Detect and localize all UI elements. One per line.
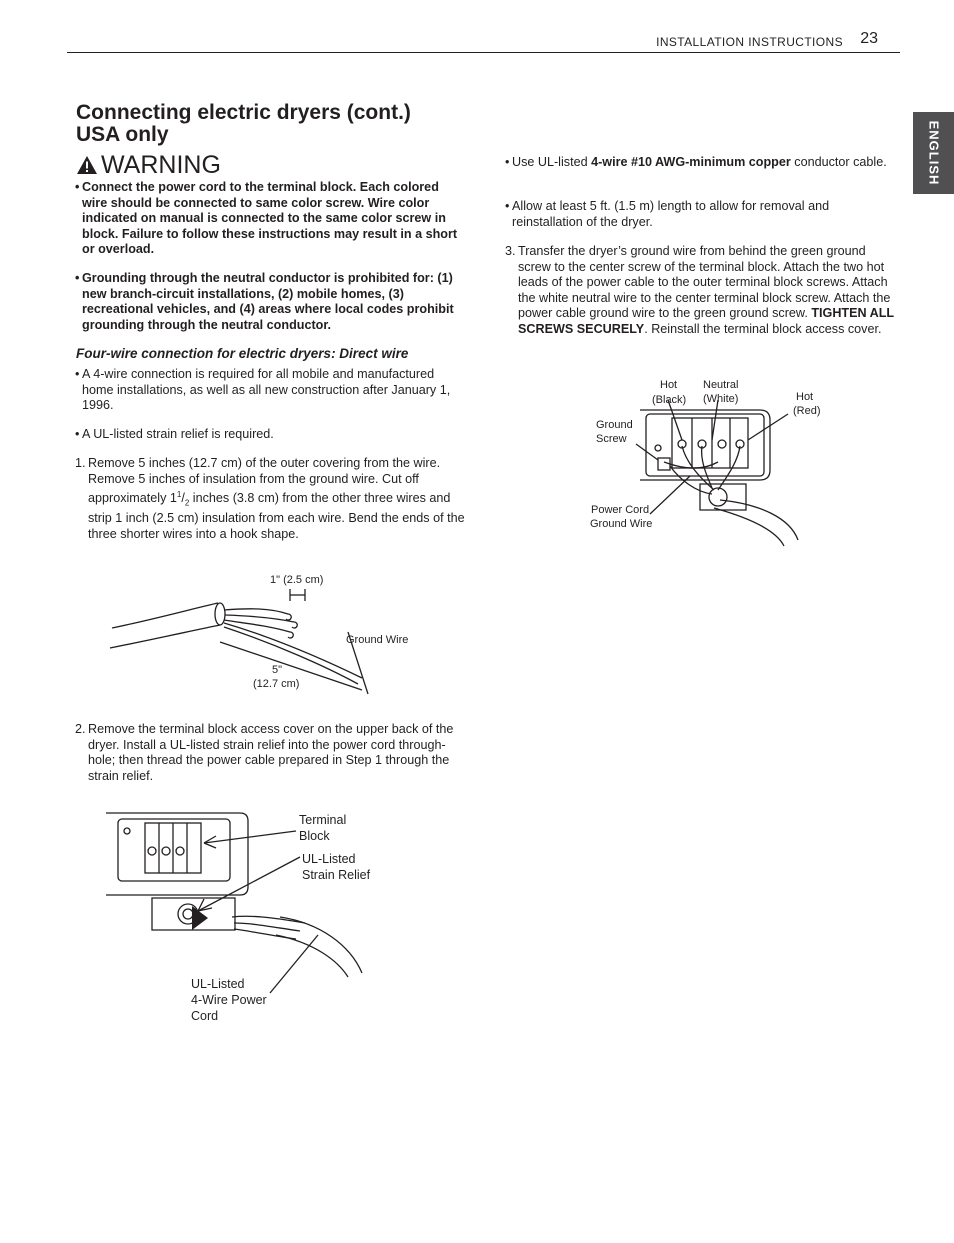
title-line-2: USA only	[76, 123, 169, 146]
list-item: • Use UL-listed 4-wire #10 AWG-minimum copper conductor cable.	[505, 155, 887, 169]
header-rule	[67, 52, 900, 53]
length-label-inches: 5"	[272, 664, 283, 676]
strain-relief-label-1: UL-Listed	[302, 852, 356, 866]
step-3: 3. Transfer the dryer’s ground wire from behind the green ground screw to the center screw of the terminal block. Attach the two hot leads of the power cable to the outer terminal block screws. Attach the white neutral wire to the center terminal block screw. Attach the power cable ground wire to the green ground screw. TIGHTEN ALL SCREWS SECURELY. Reinstall the terminal block access cover.	[505, 244, 894, 336]
cord-ground-label-2: Ground Wire	[590, 518, 653, 530]
title-line-1: Connecting electric dryers (cont.)	[76, 101, 411, 124]
warning-triangle-icon	[76, 155, 98, 175]
hot-red-label-2: (Red)	[793, 405, 821, 417]
strip-length-label: 1" (2.5 cm)	[270, 574, 324, 586]
hot-black-label-2: (Black)	[652, 394, 687, 406]
page-number: 23	[860, 30, 878, 47]
ground-screw-label-2: Screw	[596, 433, 627, 445]
language-tab-label: ENGLISH	[926, 120, 941, 186]
power-cord-label-3: Cord	[191, 1009, 219, 1023]
cord-ground-label-1: Power Cord	[591, 504, 650, 516]
page-title	[76, 102, 496, 146]
list-item: • Allow at least 5 ft. (1.5 m) length to allow for removal and reinstallation of the dryer.	[505, 199, 830, 229]
hot-red-label-1: Hot	[796, 391, 814, 403]
hot-black-label-1: Hot	[660, 379, 678, 391]
section-subheading: Four-wire connection for electric dryers: Direct wire	[76, 346, 409, 361]
header-section-label: INSTALLATION INSTRUCTIONS	[656, 35, 843, 49]
warning-item: • Connect the power cord to the terminal block. Each colored wire should be connected to same color screw. Wire color indicated on manual is connected to the same color screw in block. Failure to follow these instructions may result in a short or overload.	[75, 180, 458, 257]
list-item: • A UL-listed strain relief is required.	[75, 427, 274, 441]
strain-relief-label-2: Strain Relief	[302, 868, 371, 882]
step-2: 2. Remove the terminal block access cover on the upper back of the dryer. Install a UL-listed strain relief into the power cord through-hole; then thread the power cable prepared in Step 1 through the strain relief.	[75, 722, 454, 783]
warning-item: • Grounding through the neutral conductor is prohibited for: (1) new branch-circuit installations, (2) mobile homes, (3) recreational vehicles, and (4) areas where local codes prohibit grounding through the neutral conductor.	[75, 271, 454, 332]
ground-screw-label-1: Ground	[596, 419, 633, 431]
warning-heading	[76, 151, 221, 179]
warning-label: WARNING	[101, 151, 221, 179]
length-label-cm: (12.7 cm)	[253, 678, 300, 690]
power-cord-label-2: 4-Wire Power	[191, 993, 267, 1007]
step-1: 1. Remove 5 inches (12.7 cm) of the outer covering from the wire. Remove 5 inches of insulation from the ground wire. Cut off approximately $1^1/_2$ inches (3.8 cm) from the other three wires and strip 1 inch (2.5 cm) insulation from each wire. Bend the ends of the three shorter wires into a hook shape.	[75, 456, 465, 542]
terminal-label-2: Block	[299, 829, 330, 843]
ground-wire-label: Ground Wire	[346, 634, 409, 646]
terminal-label-1: Terminal	[299, 813, 347, 827]
language-tab	[913, 112, 954, 194]
neutral-label-2: (White)	[703, 393, 739, 405]
power-cord-label-1: UL-Listed	[191, 977, 245, 991]
list-item: • A 4-wire connection is required for all mobile and manufactured home installations, as well as all new construction after January 1, 1996.	[75, 367, 451, 413]
neutral-label-1: Neutral	[703, 379, 739, 391]
